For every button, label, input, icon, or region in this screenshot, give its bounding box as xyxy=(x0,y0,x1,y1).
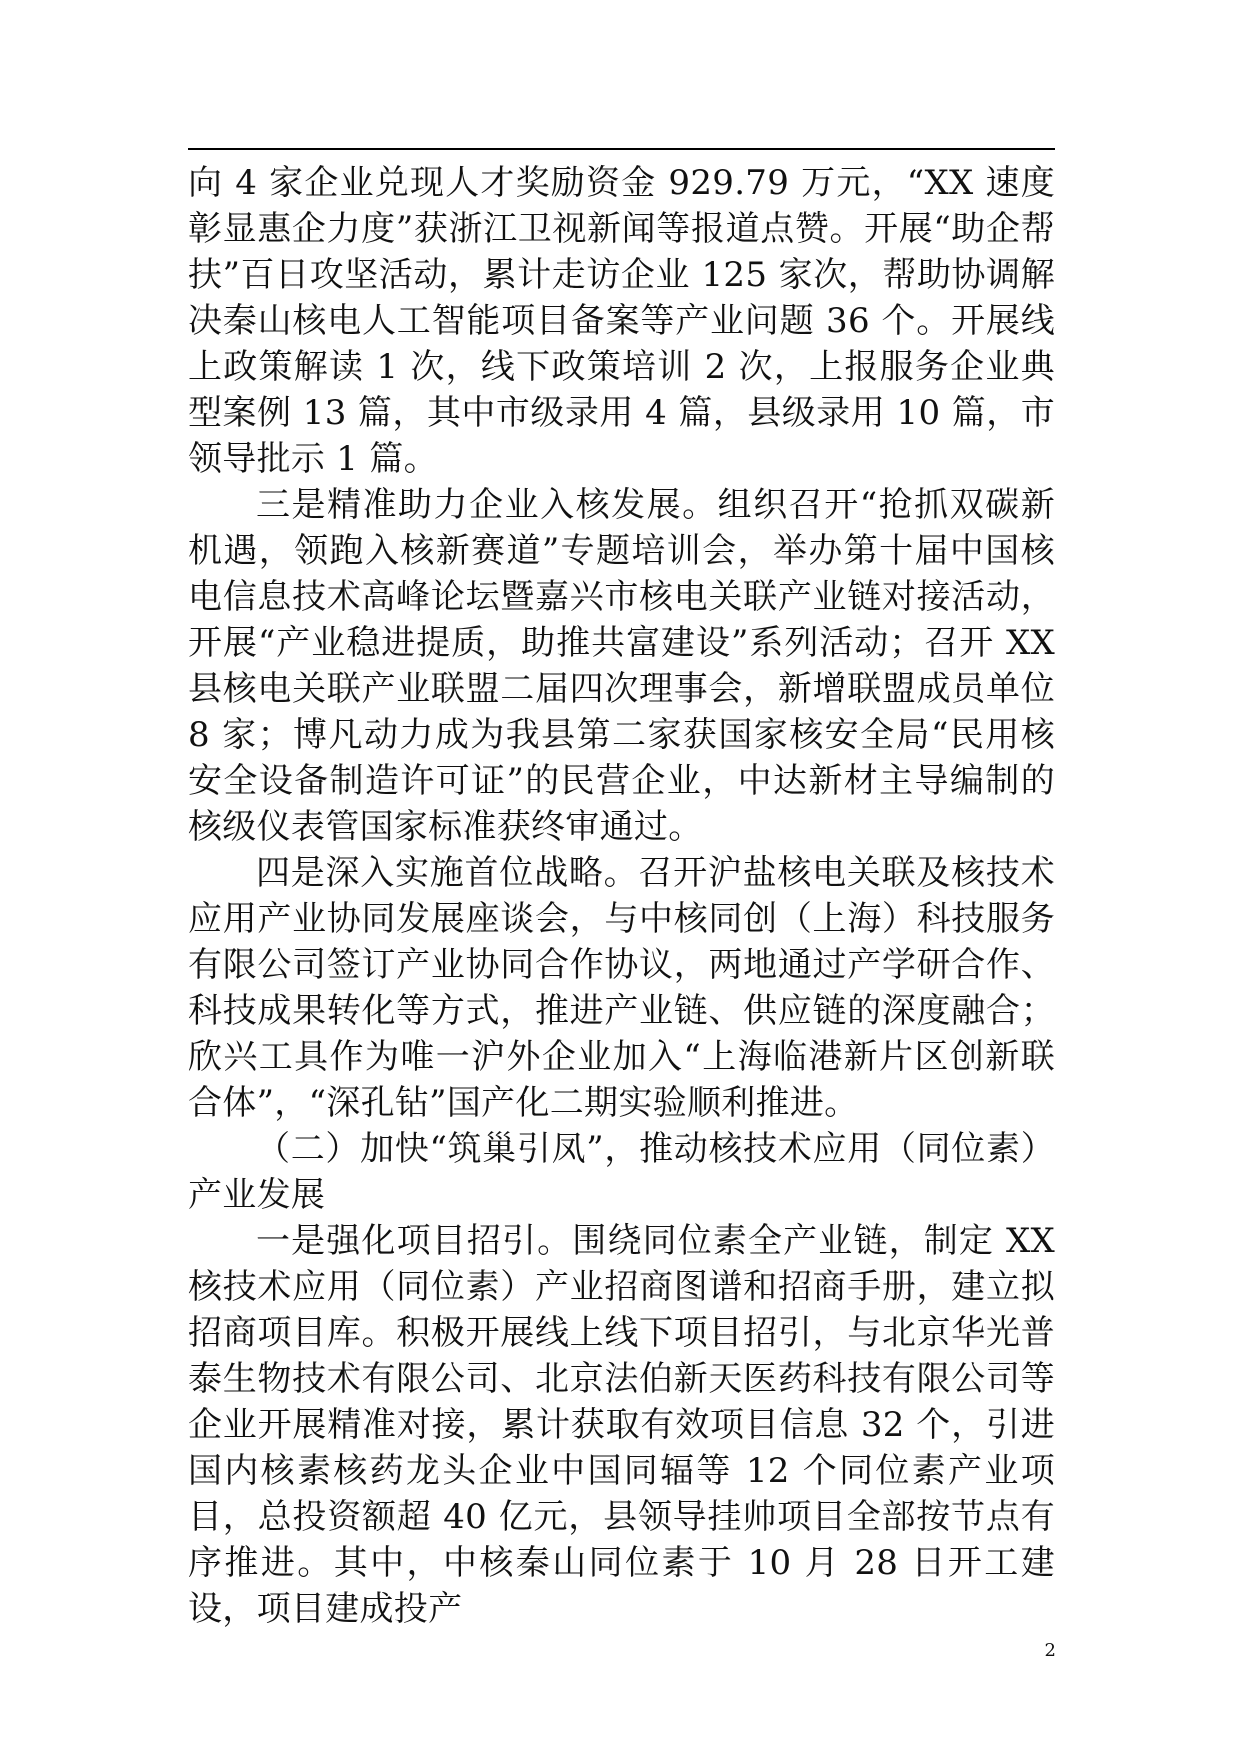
paragraph-continuation: 向 4 家企业兑现人才奖励资金 929.79 万元，“XX 速度彰显惠企力度”获浙江卫视新闻等报道点赞。开展“助企帮扶”百日攻坚活动，累计走访企业 125 家次，帮助协调解决秦山核电人工智能项目备案等产业问题 36 个。开展线上政策解读 1 次，线下政策培训 2 次，上报服务企业典型案例 13 篇，其中市级录用 4 篇，县级录用 10 篇，市领导批示 1 篇。 xyxy=(188,163,1055,479)
document-body xyxy=(188,160,1055,1632)
header-rule xyxy=(188,148,1055,150)
paragraph-point-three: 三是精准助力企业入核发展。组织召开“抢抓双碳新机遇，领跑入核新赛道”专题培训会，举办第十届中国核电信息技术高峰论坛暨嘉兴市核电关联产业链对接活动，开展“产业稳进提质，助推共富建设”系列活动；召开 XX 县核电关联产业联盟二届四次理事会，新增联盟成员单位 8 家；博凡动力成为我县第二家获国家核安全局“民用核安全设备制造许可证”的民营企业，中达新材主导编制的核级仪表管国家标准获终审通过。 xyxy=(188,485,1055,847)
paragraph-point-one: 一是强化项目招引。围绕同位素全产业链，制定 XX 核技术应用（同位素）产业招商图谱和招商手册，建立拟招商项目库。积极开展线上线下项目招引，与北京华光普泰生物技术有限公司、北京法伯新天医药科技有限公司等企业开展精准对接，累计获取有效项目信息 32 个，引进国内核素核药龙头企业中国同辐等 12 个同位素产业项目，总投资额超 40 亿元，县领导挂帅项目全部按节点有序推进。其中，中核秦山同位素于 10 月 28 日开工建设，项目建成投产 xyxy=(188,1221,1055,1629)
page-number: 2 xyxy=(1044,1640,1056,1661)
section-heading: （二）加快“筑巢引凤”，推动核技术应用（同位素）产业发展 xyxy=(188,1129,1055,1215)
paragraph-point-four: 四是深入实施首位战略。召开沪盐核电关联及核技术应用产业协同发展座谈会，与中核同创（上海）科技服务有限公司签订产业协同合作协议，两地通过产学研合作、科技成果转化等方式，推进产业链、供应链的深度融合；欣兴工具作为唯一沪外企业加入“上海临港新片区创新联合体”，“深孔钻”国产化二期实验顺利推进。 xyxy=(188,853,1055,1123)
